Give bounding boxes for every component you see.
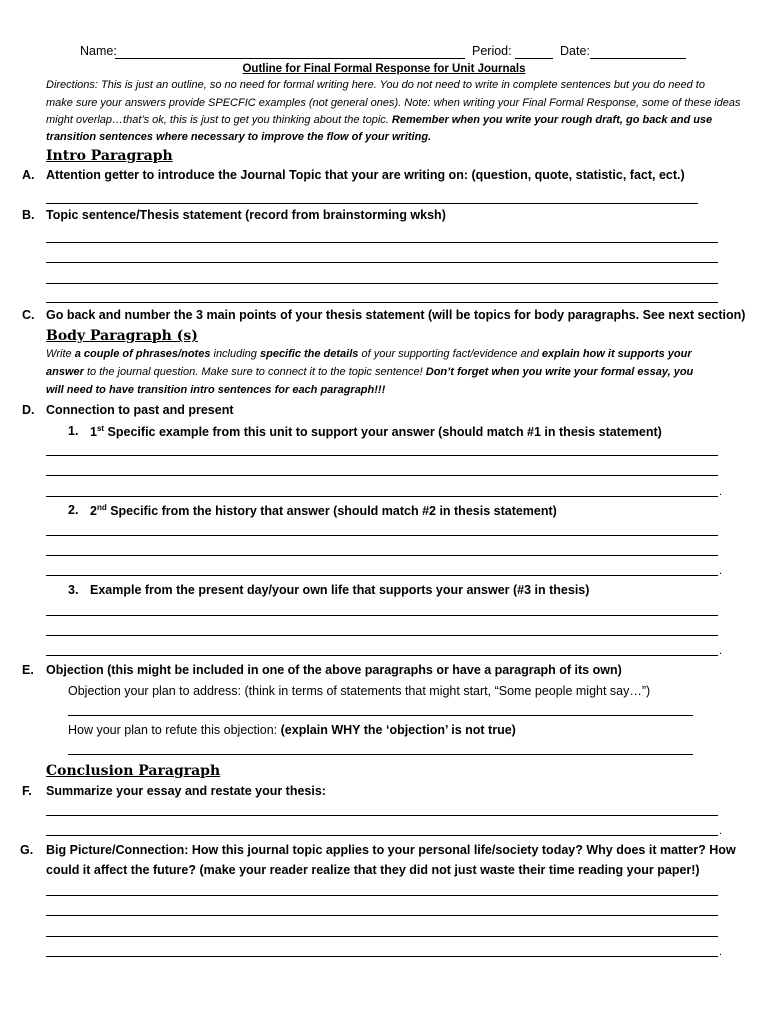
item-g-text-line-1: Big Picture/Connection: How this journal topic applies to your personal life/society today? Why does it matter? How (46, 843, 736, 857)
answer-line-b4[interactable] (46, 302, 718, 303)
answer-line-g1[interactable] (46, 895, 718, 896)
body-heading: Body Paragraph (s) (46, 328, 198, 344)
answer-line-f2[interactable] (46, 835, 718, 836)
answer-line-g2[interactable] (46, 915, 718, 916)
line-end-period: . (719, 565, 723, 577)
body-note-line-3: will need to have transition intro sentences for each paragraph!!! (46, 384, 386, 396)
item-b-text: Topic sentence/Thesis statement (record from brainstorming wksh) (46, 208, 446, 222)
answer-line-d2-1[interactable] (46, 535, 718, 536)
item-a-text: Attention getter to introduce the Journal Topic that your are writing on: (question, quote, statistic, fact, ect.) (46, 168, 685, 182)
answer-line-d2-2[interactable] (46, 555, 718, 556)
directions-line-4: transition sentences where necessary to improve the flow of your writing. (46, 131, 432, 143)
answer-line-b1[interactable] (46, 242, 718, 243)
name-label: Name: (80, 44, 117, 58)
directions-line-2: make sure your answers provide SPECFIC examples (not general ones). Note: when writing your Final Formal Response, some of these ideas (46, 97, 741, 109)
line-end-period: . (719, 825, 723, 837)
answer-line-b2[interactable] (46, 262, 718, 263)
sub-item-1-text: 1st Specific example from this unit to support your answer (should match #1 in thesis statement) (90, 424, 662, 440)
item-b-letter: B. (22, 208, 35, 222)
item-e-text: Objection (this might be included in one of the above paragraphs or have a paragraph of its own) (46, 663, 622, 677)
item-g-text-line-2: could it affect the future? (make your reader realize that they did not just waste their time reading your paper!) (46, 863, 700, 877)
date-field[interactable] (590, 58, 686, 59)
body-note-line-1: Write a couple of phrases/notes including specific the details of your supporting fact/evidence and explain how it supports your (46, 348, 692, 360)
intro-heading: Intro Paragraph (46, 148, 173, 164)
line-end-period: . (719, 645, 723, 657)
item-f-letter: F. (22, 784, 32, 798)
line-end-period: . (719, 486, 723, 498)
item-d-text: Connection to past and present (46, 403, 234, 417)
answer-line-refute[interactable] (68, 754, 693, 755)
body-note-line-2: answer to the journal question. Make sure to connect it to the topic sentence! Don’t forget when you write your formal essay, you (46, 366, 694, 378)
directions-line-1: Directions: This is just an outline, so no need for formal writing here. You do not need to write in complete sentences but you do need to (46, 79, 705, 91)
answer-line-d1-3[interactable] (46, 496, 718, 497)
sub-item-3-number: 3. (68, 583, 79, 597)
item-c-letter: C. (22, 308, 35, 322)
sub-item-1-number: 1. (68, 424, 79, 438)
answer-line-f1[interactable] (46, 815, 718, 816)
answer-line-g3[interactable] (46, 936, 718, 937)
answer-line-d1-1[interactable] (46, 455, 718, 456)
item-d-letter: D. (22, 403, 35, 417)
answer-line-d1-2[interactable] (46, 475, 718, 476)
item-f-text: Summarize your essay and restate your thesis: (46, 784, 326, 798)
answer-line-d3-3[interactable] (46, 655, 718, 656)
objection-plan-text: Objection your plan to address: (think in terms of statements that might start, “Some people might say…”) (68, 684, 651, 698)
answer-line-b3[interactable] (46, 283, 718, 284)
sub-item-2-number: 2. (68, 503, 79, 517)
item-c-text: Go back and number the 3 main points of your thesis statement (will be topics for body paragraphs. See next section) (46, 308, 746, 322)
item-g-letter: G. (20, 843, 34, 857)
answer-line-g4[interactable] (46, 956, 718, 957)
refute-text: How your plan to refute this objection: (explain WHY the ‘objection’ is not true) (68, 723, 516, 737)
conclusion-heading: Conclusion Paragraph (46, 763, 221, 779)
item-a-letter: A. (22, 168, 35, 182)
item-e-letter: E. (22, 663, 34, 677)
page-title: Outline for Final Formal Response for Unit Journals (242, 63, 526, 75)
line-end-period: . (719, 946, 723, 958)
answer-line-d3-2[interactable] (46, 635, 718, 636)
sub-item-2-text: 2nd Specific from the history that answer (should match #2 in thesis statement) (90, 503, 557, 519)
directions-line-3: might overlap…that’s ok, this is just to get you thinking about the topic. Remember when you write your rough draft, go back and use (46, 114, 713, 126)
answer-line-d3-1[interactable] (46, 615, 718, 616)
answer-line-a[interactable] (46, 203, 698, 204)
answer-line-d2-3[interactable] (46, 575, 718, 576)
period-field[interactable] (515, 58, 553, 59)
name-field[interactable] (115, 58, 465, 59)
sub-item-3-text: Example from the present day/your own life that supports your answer (#3 in thesis) (90, 583, 590, 597)
answer-line-objection[interactable] (68, 715, 693, 716)
date-label: Date: (560, 44, 590, 58)
period-label: Period: (472, 44, 512, 58)
